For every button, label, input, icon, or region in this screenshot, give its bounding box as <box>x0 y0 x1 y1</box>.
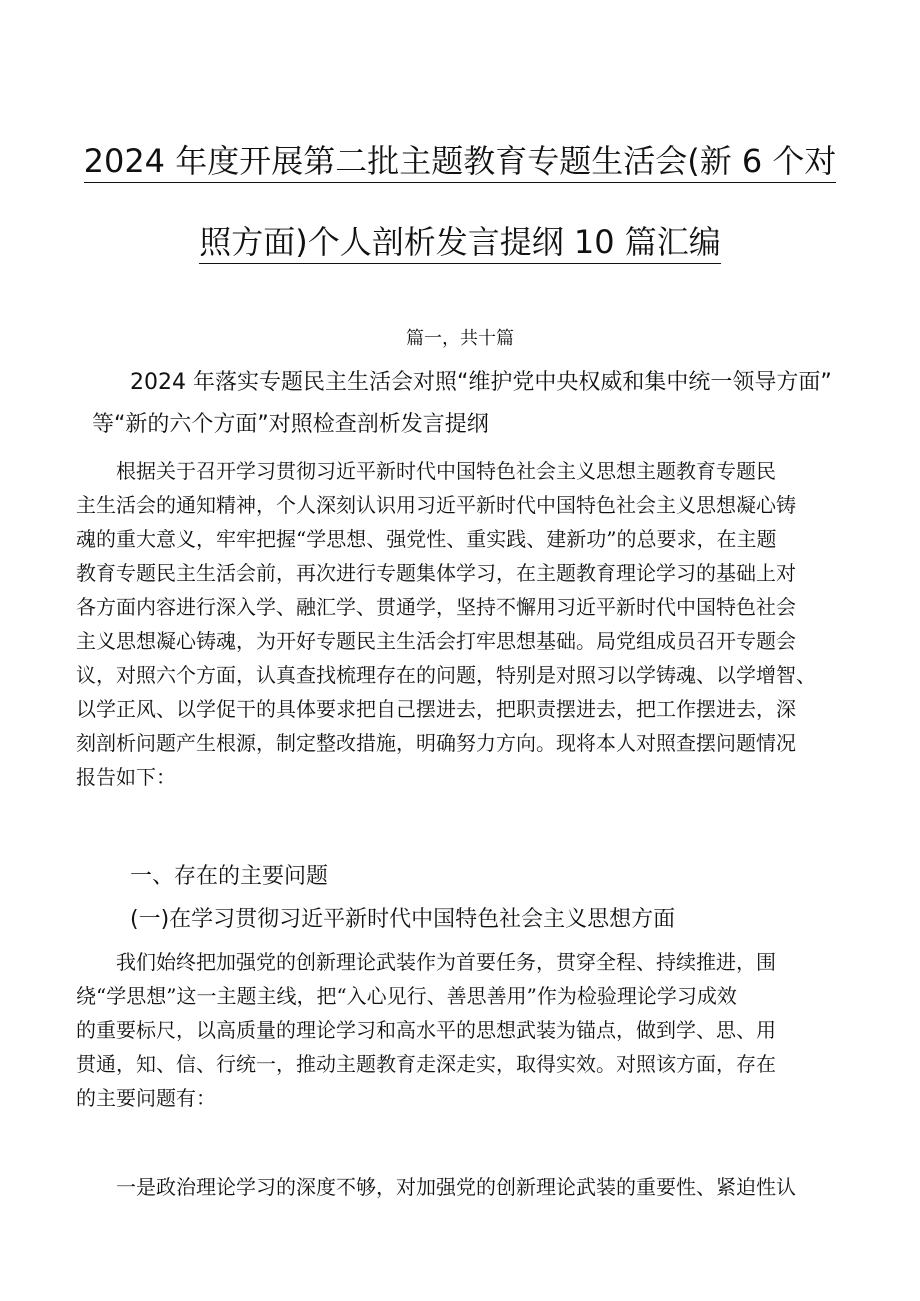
paragraph-line: 以学正风、以学促干的具体要求把自己摆进去，把职责摆进去，把工作摆进去，深 <box>76 697 796 721</box>
body-paragraph <box>76 945 776 1115</box>
subtitle-line-2: 等“新的六个方面”对照检查剖析发言提纲 <box>92 412 489 437</box>
subtitle-line-1: 2024 年落实专题民主生活会对照“维护党中央权威和集中统一领导方面” <box>130 370 832 395</box>
paragraph-line: 的重要标尺，以高质量的理论学习和高水平的思想武装为锚点，做到学、思、用 <box>76 1018 776 1042</box>
paragraph-line: 魂的重大意义，牢牢把握“学思想、强党性、重实践、建新功”的总要求，在主题 <box>76 527 777 551</box>
intro-paragraph <box>76 454 816 794</box>
section-heading: 一、存在的主要问题 <box>130 864 329 889</box>
paragraph-line: 主义思想凝心铸魂，为开好专题民主生活会打牢思想基础。局党组成员召开专题会 <box>76 629 796 653</box>
paragraph-line: 的主要问题有： <box>76 1086 216 1110</box>
paragraph-line: 绕“学思想”这一主题主线，把“入心见行、善思善用”作为检验理论学习成效 <box>76 984 737 1008</box>
document-title-line-2: 照方面)个人剖析发言提纲 10 篇汇编 <box>0 222 920 262</box>
paragraph-line: 教育专题民主生活会前，再次进行专题集体学习，在主题教育理论学习的基础上对 <box>76 561 796 585</box>
paragraph-line: 主生活会的通知精神，个人深刻认识用习近平新时代中国特色社会主义思想凝心铸 <box>76 493 796 517</box>
paragraph-line: 我们始终把加强党的创新理论武装作为首要任务，贯穿全程、持续推进，围 <box>76 950 776 974</box>
point-one-paragraph <box>76 1170 796 1204</box>
paragraph-line: 报告如下： <box>76 765 176 789</box>
paragraph-line: 贯通，知、信、行统一，推动主题教育走深走实，取得实效。对照该方面，存在 <box>76 1052 776 1076</box>
paragraph-line: 刻剖析问题产生根源，制定整改措施，明确努力方向。现将本人对照查摆问题情况 <box>76 731 796 755</box>
paragraph-line: 各方面内容进行深入学、融汇学、贯通学，坚持不懈用习近平新时代中国特色社会 <box>76 595 796 619</box>
paragraph-line: 议，对照六个方面，认真查找梳理存在的问题，特别是对照习以学铸魂、以学增智、 <box>76 663 816 687</box>
document-title-line-1: 2024 年度开展第二批主题教育专题生活会(新 6 个对 <box>0 141 920 181</box>
paragraph-line: 一是政治理论学习的深度不够，对加强党的创新理论武装的重要性、紧迫性认 <box>76 1175 796 1199</box>
section-label: 篇一，共十篇 <box>406 328 514 349</box>
subsection-heading: (一)在学习贯彻习近平新时代中国特色社会主义思想方面 <box>130 907 676 932</box>
paragraph-line: 根据关于召开学习贯彻习近平新时代中国特色社会主义思想主题教育专题民 <box>76 459 776 483</box>
